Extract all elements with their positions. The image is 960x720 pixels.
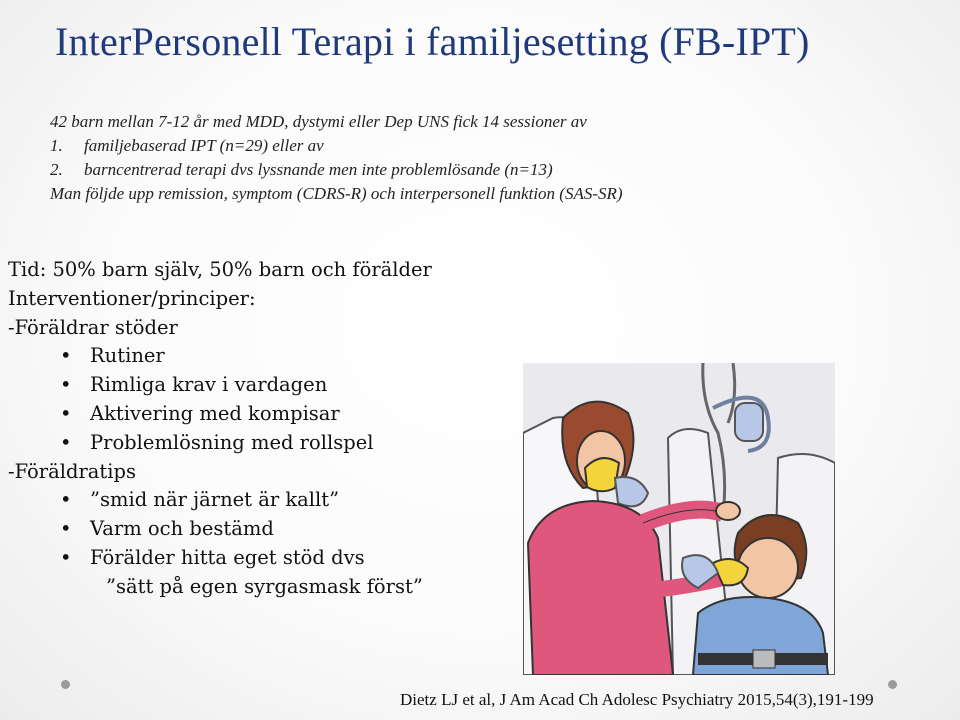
bullet-icon: • — [60, 401, 72, 425]
bullet-icon: • — [60, 430, 72, 454]
bullet-item: • Varm och bestämd — [8, 515, 432, 544]
bullet-icon: • — [60, 517, 72, 541]
bullet-item: • ”smid när järnet är kallt” — [8, 486, 432, 515]
intro-line: 42 barn mellan 7-12 år med MDD, dystymi eller Dep UNS fick 14 sessioner av — [50, 112, 587, 131]
intervention-content — [8, 256, 432, 602]
bullet-continuation: ”sätt på egen syrgasmask först” — [106, 574, 423, 598]
bullet-item: • Aktivering med kompisar — [8, 400, 432, 429]
oxygen-mask-illustration — [523, 363, 835, 675]
intro-list-item: 1. familjebaserad IPT (n=29) eller av — [50, 136, 324, 155]
citation: Dietz LJ et al, J Am Acad Ch Adolesc Psychiatry 2015,54(3),191-199 — [400, 690, 874, 709]
intro-followup: Man följde upp remission, symptom (CDRS-R) och interpersonell funktion (SAS-SR) — [50, 184, 623, 203]
decorative-dot — [888, 680, 897, 689]
bullet-item: • Förälder hitta eget stöd dvs — [8, 544, 432, 573]
bullet-icon: • — [60, 373, 72, 397]
study-description — [50, 110, 770, 206]
bullet-icon: • — [60, 344, 72, 368]
bullet-item: • Problemlösning med rollspel — [8, 429, 432, 458]
bullet-icon: • — [60, 488, 72, 512]
slide-title: InterPersonell Terapi i familjesetting (FB-IPT) — [55, 19, 810, 64]
decorative-dot — [61, 680, 70, 689]
tips-heading: -Föräldratips — [8, 459, 136, 483]
time-line: Tid: 50% barn själv, 50% barn och förälder — [8, 258, 432, 281]
intro-list-item: 2. barncentrerad terapi dvs lyssnande men inte problemlösande (n=13) — [50, 160, 553, 179]
bullet-item: • Rutiner — [8, 342, 432, 371]
interventions-heading: Interventioner/principer: — [8, 286, 256, 310]
bullet-item: • Rimliga krav i vardagen — [8, 371, 432, 400]
support-heading: -Föräldrar stöder — [8, 315, 178, 339]
bullet-icon: • — [60, 545, 72, 569]
